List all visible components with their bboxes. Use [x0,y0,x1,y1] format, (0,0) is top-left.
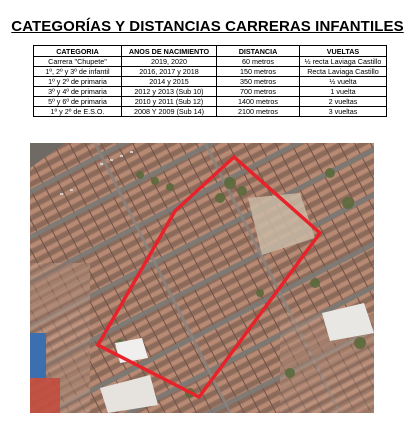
header-anos-nacimiento: ANOS DE NACIMIENTO [122,46,217,57]
cell-distancia: 1400 metros [217,97,300,107]
table-header-row [34,46,387,57]
table-row [34,67,387,77]
table-row [34,87,387,97]
cell-vueltas: 2 vueltas [300,97,387,107]
cell-distancia: 700 metros [217,87,300,97]
table-row [34,77,387,87]
cell-distancia: 150 metros [217,67,300,77]
table-row [34,97,387,107]
cell-anos: 2008 Y 2009 (Sub 14) [122,107,217,117]
aerial-map [30,143,374,413]
cell-categoria: 1º, 2º y 3º de infantil [34,67,122,77]
cell-vueltas: Recta Laviaga Castillo [300,67,387,77]
aerial-map-image [30,143,374,413]
cell-categoria: 5º y 6º de primaria [34,97,122,107]
header-distancia: DISTANCIA [217,46,300,57]
categories-table [33,45,387,117]
cell-vueltas: 1 vuelta [300,87,387,97]
cell-vueltas: ½ recta Laviaga Castillo [300,57,387,67]
cell-distancia: 2100 metros [217,107,300,117]
header-vueltas: VUELTAS [300,46,387,57]
cell-vueltas: ½ vuelta [300,77,387,87]
cell-categoria: 3º y 4º de primaria [34,87,122,97]
cell-anos: 2016, 2017 y 2018 [122,67,217,77]
table-row [34,57,387,67]
cell-distancia: 60 metros [217,57,300,67]
cell-categoria: 1º y 2º de E.S.O. [34,107,122,117]
table-row [34,107,387,117]
header-categoria: CATEGORIA [34,46,122,57]
cell-anos: 2010 y 2011 (Sub 12) [122,97,217,107]
cell-distancia: 350 metros [217,77,300,87]
cell-anos: 2014 y 2015 [122,77,217,87]
cell-categoria: Carrera "Chupete" [34,57,122,67]
cell-vueltas: 3 vueltas [300,107,387,117]
cell-categoria: 1º y 2º de primaria [34,77,122,87]
page-title: CATEGORÍAS Y DISTANCIAS CARRERAS INFANTILES [11,18,404,35]
cell-anos: 2019, 2020 [122,57,217,67]
cell-anos: 2012 y 2013 (Sub 10) [122,87,217,97]
